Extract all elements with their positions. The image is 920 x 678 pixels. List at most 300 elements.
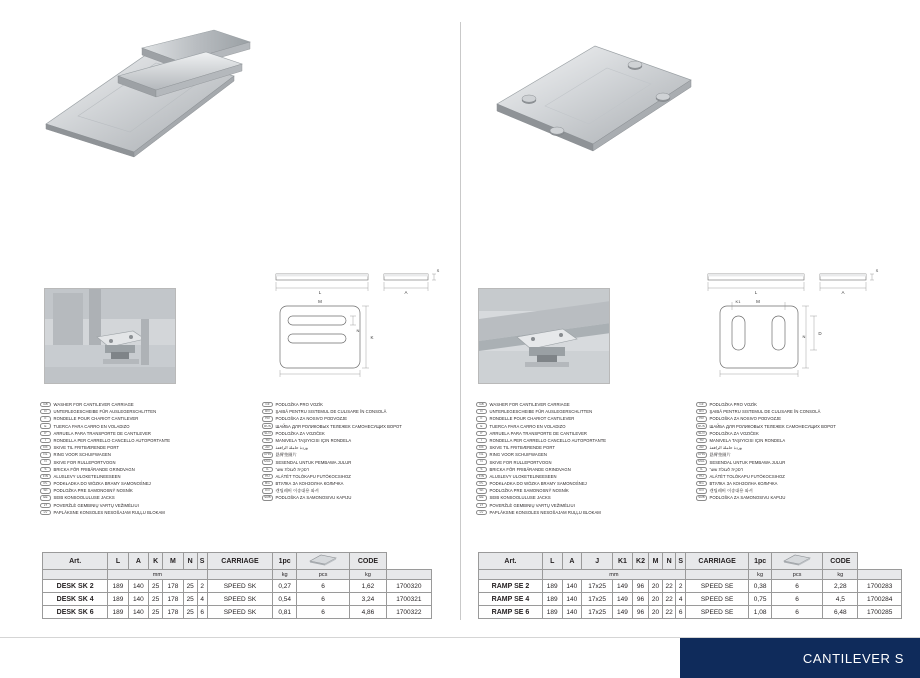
cell-value: SPEED SK [207, 593, 273, 606]
legend-country-code: CHN [698, 452, 706, 457]
legend-row [476, 487, 688, 494]
legend-row [696, 437, 906, 444]
legend-row [476, 401, 688, 408]
legend-country-code: LV [40, 510, 51, 515]
legend-column-2-right [696, 401, 906, 502]
cell-value: 20 [649, 593, 663, 606]
legend-country-code: DK [476, 445, 487, 450]
cell-value: 2 [197, 580, 207, 593]
legend-text: MANIVELA TAŞIYICISI IÇIN RONDELA [709, 437, 786, 443]
table-row [43, 593, 432, 606]
cell-value: 17x25 [582, 593, 613, 606]
legend-text: דסקית לעגלת שער [275, 466, 309, 472]
legend-text: ŞAIBĂ PENTRU SISTEMUL DE CULISARE ÎN CONSOLĂ [275, 409, 387, 415]
legend-country-code: LT [40, 503, 51, 508]
cell-value: 149 [613, 606, 633, 619]
cell-article: DESK SK 4 [43, 593, 108, 606]
cell-value: 0,27 [273, 580, 296, 593]
footer-bar [680, 638, 920, 678]
cell-value: 1700285 [858, 606, 902, 619]
legend-text: POVERŽLĖ GEMBINIŲ VARTŲ VEŽIMĖLIUI [489, 502, 575, 508]
table-head [479, 553, 902, 570]
legend-row [40, 451, 252, 458]
table-row [43, 580, 432, 593]
table-header-k1: K1 [613, 553, 633, 570]
legend-country-code: D [40, 409, 51, 414]
cell-value: 25 [183, 580, 197, 593]
legend-country-code: NL [476, 452, 487, 457]
legend-country-code: I [40, 438, 51, 443]
legend-country-code: HU [262, 474, 273, 479]
legend-row [262, 430, 462, 437]
table-header-code: CODE [823, 553, 858, 570]
svg-text:K1: K1 [735, 299, 741, 304]
legend-text: ШАЙБА ДЛЯ РОЛИКОВЫХ ТЕЛЕЖЕК САМОНЕСУЩИХ ВОРОТ [275, 423, 402, 429]
table-header-carriage: CARRIAGE [207, 553, 273, 570]
legend-country-code: KO [696, 488, 707, 493]
legend-country-code: PL [476, 481, 487, 486]
legend-country-code: MAL [262, 459, 273, 464]
legend-country-code: SLO [262, 431, 273, 436]
legend-text: ARRUELA PARA TRANSPORTE DE CANTILEVER [53, 430, 151, 436]
legend-country-code: N [476, 459, 487, 464]
cell-value: 4,86 [350, 606, 387, 619]
washer-icon [771, 553, 822, 570]
legend-row [476, 451, 688, 458]
svg-text:N: N [356, 328, 360, 333]
legend-text: BRICKA FÖR FRIBÄRANDE GRINDVAGN [489, 466, 571, 472]
hero-render-desk-sk [38, 28, 258, 158]
legend-row [262, 408, 462, 415]
table-header-j: J [582, 553, 613, 570]
legend-country-code: AR [262, 445, 273, 450]
table-header-carriage: CARRIAGE [685, 553, 748, 570]
cell-value: SPEED SK [207, 606, 273, 619]
table-body [479, 570, 902, 619]
table-header-n: N [183, 553, 197, 570]
legend-text: PODLOŠKA ZA NOSIVO PODVOZJE [709, 416, 782, 422]
legend-country-code: I [476, 438, 487, 443]
legend-row [476, 430, 688, 437]
cell-value: SPEED SE [685, 593, 748, 606]
legend-row [40, 502, 252, 509]
legend-country-code: F [476, 416, 487, 421]
legend-text: PAPLĀKSNE KONSOLES NESOŠAJAM RUĻĻU BLOKAM [489, 509, 601, 515]
cell-value: 2,28 [823, 580, 858, 593]
svg-text:A: A [404, 290, 408, 295]
legend-text: PODLOŽKA PRO VOZÍK [709, 402, 757, 407]
legend-country-code: HR [696, 416, 707, 421]
legend-text: 悬臂垫圈片 [275, 452, 297, 458]
legend-row [262, 494, 462, 501]
legend-country-code: S [40, 467, 51, 472]
legend-row [40, 415, 252, 422]
legend-text: وردة حاملة الرافعة [709, 445, 742, 451]
cell-value: 1,62 [350, 580, 387, 593]
cell-value: 1,08 [749, 606, 772, 619]
legend-country-code: MAL [696, 459, 707, 464]
unit-cell: kg [273, 570, 296, 580]
cell-value: 22 [662, 580, 676, 593]
legend-row [262, 459, 462, 466]
legend-row [262, 451, 462, 458]
legend-country-code: N [40, 459, 51, 464]
svg-text:S: S [875, 268, 879, 273]
legend-country-code: F [40, 416, 51, 421]
cell-value: SPEED SE [685, 580, 748, 593]
cell-value: 149 [613, 593, 633, 606]
cell-value: 22 [662, 606, 676, 619]
unit-cell [479, 570, 543, 580]
cell-value: 22 [662, 593, 676, 606]
spec-table-desk-sk [42, 552, 432, 619]
legend-country-code: CHN [264, 452, 272, 457]
cell-value: 6 [676, 606, 685, 619]
legend-country-code: EE [40, 495, 51, 500]
table-header-art-: Art. [43, 553, 108, 570]
table-body [43, 570, 432, 619]
cell-value: 3,24 [350, 593, 387, 606]
unit-cell: mm [542, 570, 685, 580]
legend-row [40, 423, 252, 430]
unit-cell: kg [749, 570, 772, 580]
legend-text: وردة حاملة الرافعة [275, 445, 308, 451]
drawing-side-desk-sk [260, 258, 440, 298]
drawing-top-desk-sk [272, 298, 376, 380]
legend-country-code: TR [696, 438, 707, 443]
cell-value: 96 [632, 580, 648, 593]
table-header-code: CODE [350, 553, 387, 570]
legend-row [262, 423, 462, 430]
unit-cell [858, 570, 902, 580]
legend-text: 悬臂垫圈片 [709, 452, 731, 458]
table-header-m: M [163, 553, 183, 570]
legend-country-code: SLO [696, 431, 707, 436]
legend-row [696, 451, 906, 458]
cell-value: 140 [562, 593, 582, 606]
table-header-n: N [662, 553, 676, 570]
legend-country-code: P [476, 431, 487, 436]
unit-cell: mm [108, 570, 207, 580]
legend-country-code: RUS [262, 423, 273, 428]
legend-country-code: KO [262, 488, 273, 493]
legend-row [40, 430, 252, 437]
table-row [479, 606, 902, 619]
cell-article: RAMP SE 6 [479, 606, 543, 619]
legend-text: SKIVE FOR RULLEPORTVOGN [53, 459, 116, 465]
legend-text: POVERŽLĖ GEMBINIŲ VARTŲ VEŽIMĖLIUI [53, 502, 139, 508]
cell-value: 178 [163, 593, 183, 606]
legend-country-code: FIN [40, 474, 51, 479]
cell-value: 189 [542, 593, 562, 606]
legend-country-code: IL [262, 467, 273, 472]
legend-row [696, 480, 906, 487]
legend-row [696, 494, 906, 501]
unit-cell [685, 570, 748, 580]
cell-value: 6 [296, 593, 349, 606]
cell-value: 189 [542, 606, 562, 619]
legend-text: MANIVELA TAŞIYICISI IÇIN RONDELA [275, 437, 352, 443]
svg-text:L: L [318, 290, 322, 295]
legend-text: SEIB KONSOOLULUSE JACKS [53, 495, 115, 501]
legend-text: PODKŁADKA DO WÓZKA BRAMY SAMONOŚNEJ [53, 481, 151, 487]
legend-text: ALUSLEVY ULOKETELINEESEEN [489, 473, 557, 479]
legend-country-code: GB [40, 402, 51, 407]
legend-country-code: SK [476, 488, 487, 493]
legend-row [40, 444, 252, 451]
table-row [479, 593, 902, 606]
table-header-l: L [542, 553, 562, 570]
legend-text: PODLOŠKA ZA NOSIVO PODVOZJE [275, 416, 348, 422]
legend-row [262, 480, 462, 487]
legend-text: SKIVE TIL FRITBÆRENDE PORT [53, 445, 119, 451]
legend-row [40, 401, 252, 408]
table-header-k2: K2 [632, 553, 648, 570]
cell-value: 140 [128, 606, 148, 619]
legend-text: דסקית לעגלת שער [709, 466, 743, 472]
unit-cell [207, 570, 273, 580]
cell-value: 140 [562, 580, 582, 593]
legend-country-code: HU [696, 474, 707, 479]
unit-cell: pcs [771, 570, 822, 580]
legend-text: PODLOŽKA PRE SAMONOSNÝ NOSNÍK [489, 488, 569, 494]
legend-text: UNTERLEGESCHEIBE FÜR AUSLEGERSCHLITTEN [489, 409, 593, 415]
legend-row [476, 502, 688, 509]
legend-country-code: HR [262, 416, 273, 421]
legend-country-code: SRB [262, 495, 273, 500]
legend-text: SESENDAL UNTUK PEMBAWA JULUR [275, 459, 352, 465]
cell-value: 4 [676, 593, 685, 606]
table-head [43, 553, 432, 570]
cell-value: 4 [197, 593, 207, 606]
cell-value: 25 [149, 580, 163, 593]
legend-text: ARRUELA PARA TRANSPORTE DE CANTILEVER [489, 430, 587, 436]
table-header-k: K [149, 553, 163, 570]
legend-country-code: E [40, 423, 51, 428]
cell-value: 25 [183, 606, 197, 619]
legend-country-code: IL [696, 467, 707, 472]
cell-value: 140 [128, 580, 148, 593]
legend-row [262, 437, 462, 444]
cell-value: 6 [771, 593, 822, 606]
table-header-1pc: 1pc [749, 553, 772, 570]
legend-text: RING VOOR SCHUIFWAGEN [489, 452, 547, 458]
legend-row [696, 473, 906, 480]
legend-country-code: DK [40, 445, 51, 450]
table-row [479, 580, 902, 593]
legend-row [476, 466, 688, 473]
legend-text: BRICKA FÖR FRIBÄRANDE GRINDVAGN [53, 466, 135, 472]
legend-country-code: LV [476, 510, 487, 515]
legend-row [696, 444, 906, 451]
cell-value: 17x25 [582, 580, 613, 593]
svg-text:M: M [318, 299, 322, 304]
table-header-s: S [197, 553, 207, 570]
legend-row [262, 487, 462, 494]
svg-text:K: K [370, 335, 374, 340]
cell-value: 6,48 [823, 606, 858, 619]
legend-row [476, 415, 688, 422]
cell-value: 178 [163, 606, 183, 619]
legend-text: SKIVE TIL FRITBÆRENDE PORT [489, 445, 555, 451]
legend-country-code: BG [696, 481, 707, 486]
legend-text: PAPLĀKSNE KONSOLES NESOŠAJAM RUĻĻU BLOKAM [53, 509, 165, 515]
table-header-m: M [649, 553, 663, 570]
legend-text: PODLOŽKA PRE SAMONOSNÝ NOSNÍK [53, 488, 133, 494]
legend-row [262, 466, 462, 473]
legend-country-code: PL [40, 481, 51, 486]
legend-country-code: EE [476, 495, 487, 500]
legend-row [40, 509, 252, 516]
legend-country-code: E [476, 423, 487, 428]
cell-value: 140 [128, 593, 148, 606]
legend-text: WASHER FOR CANTILEVER CARRIAGE [53, 402, 134, 407]
legend-country-code: CZ [262, 402, 273, 407]
unit-cell [43, 570, 108, 580]
legend-text: ВТУЛКА ЗА КОНЗОЛНА КОЛИЧКА [709, 481, 778, 487]
legend-text: RING VOOR SCHUIFWAGEN [53, 452, 111, 458]
legend-row [40, 459, 252, 466]
footer-title: CANTILEVER S [802, 650, 904, 666]
cell-value: SPEED SK [207, 580, 273, 593]
cell-value: 6 [771, 606, 822, 619]
cell-value: 0,81 [273, 606, 296, 619]
cell-value: 6 [771, 580, 822, 593]
cell-value: 1700284 [858, 593, 902, 606]
legend-row [40, 473, 252, 480]
cell-value: 96 [632, 606, 648, 619]
cell-value: 25 [149, 593, 163, 606]
cell-value: 25 [149, 606, 163, 619]
legend-row [476, 459, 688, 466]
table-header-1pc: 1pc [273, 553, 296, 570]
cell-value: 6 [197, 606, 207, 619]
svg-text:D: D [818, 331, 822, 336]
cell-value: 20 [649, 606, 663, 619]
svg-text:L: L [754, 290, 758, 295]
cell-value: 0,38 [749, 580, 772, 593]
unit-cell [386, 570, 431, 580]
legend-row [476, 408, 688, 415]
legend-country-code: NL [40, 452, 51, 457]
legend-text: TUERCA PARA CARRO EN VOLADIZO [53, 423, 130, 429]
legend-text: ŞAIBĂ PENTRU SISTEMUL DE CULISARE ÎN CONSOLĂ [709, 409, 821, 415]
cell-value: 1700283 [858, 580, 902, 593]
legend-text: SKIVE FOR RULLEPORTVOGN [489, 459, 552, 465]
legend-country-code: FIN [476, 474, 487, 479]
table-header-art-: Art. [479, 553, 543, 570]
legend-country-code: TR [262, 438, 273, 443]
legend-row [696, 459, 906, 466]
cell-value: 96 [632, 593, 648, 606]
cell-article: RAMP SE 4 [479, 593, 543, 606]
photo-desk-sk [44, 288, 176, 384]
legend-text: ALUSLEVY ULOKETELINEESEEN [53, 473, 121, 479]
cell-value: 0,54 [273, 593, 296, 606]
legend-row [476, 480, 688, 487]
legend-row [696, 466, 906, 473]
legend-column-2-left [262, 401, 462, 502]
legend-row [696, 423, 906, 430]
legend-text: TUERCA PARA CARRO EN VOLADIZO [489, 423, 566, 429]
legend-row [476, 437, 688, 444]
legend-country-code: LT [476, 503, 487, 508]
legend-country-code: BG [262, 481, 273, 486]
legend-row [262, 473, 462, 480]
svg-text:N: N [802, 334, 806, 339]
cell-value: 17x25 [582, 606, 613, 619]
washer-icon [296, 553, 349, 570]
table-units-row [43, 570, 432, 580]
table-header-a: A [562, 553, 582, 570]
legend-country-code: SK [40, 488, 51, 493]
cell-value: SPEED SE [685, 606, 748, 619]
legend-text: PODLOŠKA ZA SAMONOSIVU KAPIJU [275, 495, 352, 501]
legend-text: RONDELLE POUR CHARIOT CANTILEVER [489, 416, 575, 422]
legend-text: PODLOŽKA PRO VOZÍK [275, 402, 323, 407]
legend-row [40, 408, 252, 415]
cell-value: 140 [562, 606, 582, 619]
drawing-side-ramp-se [692, 258, 882, 298]
table-units-row [479, 570, 902, 580]
svg-text:A: A [841, 290, 845, 295]
unit-cell: kg [350, 570, 387, 580]
legend-row [476, 473, 688, 480]
legend-row [40, 466, 252, 473]
legend-row [476, 494, 688, 501]
legend-country-code: RO [262, 409, 273, 414]
legend-text: ШАЙБА ДЛЯ РОЛИКОВЫХ ТЕЛЕЖЕК САМОНЕСУЩИХ ВОРОТ [709, 423, 836, 429]
legend-row [696, 415, 906, 422]
legend-row [696, 430, 906, 437]
legend-text: PODLOŽKA ZA VOZIČEK [709, 430, 759, 436]
legend-text: 캔틸레버 이송대용 와셔 [709, 488, 753, 494]
cell-value: 189 [108, 593, 128, 606]
legend-country-code: RO [696, 409, 707, 414]
legend-column-1-left [40, 401, 252, 516]
legend-text: SEIB KONSOOLULUSE JACKS [489, 495, 551, 501]
unit-cell: kg [823, 570, 858, 580]
panel-ramp-se [460, 0, 920, 678]
legend-text: SESENDAL UNTUK PEMBAWA JULUR [709, 459, 786, 465]
legend-text: PODLOŽKA ZA VOZIČEK [275, 430, 325, 436]
legend-country-code: SRB [696, 495, 707, 500]
legend-text: RONDELLE POUR CHARIOT CANTILEVER [53, 416, 139, 422]
svg-text:M: M [756, 299, 760, 304]
legend-text: 캔틸레버 이송대용 와셔 [275, 488, 319, 494]
legend-country-code: D [476, 409, 487, 414]
legend-row [476, 509, 688, 516]
legend-row [696, 408, 906, 415]
legend-row [262, 415, 462, 422]
legend-text: WASHER FOR CANTILEVER CARRIAGE [489, 402, 570, 407]
cell-value: 6 [296, 606, 349, 619]
cell-value: 1700320 [386, 580, 431, 593]
legend-text: UNTERLEGESCHEIBE FÜR AUSLEGERSCHLITTEN [53, 409, 157, 415]
legend-column-1-right [476, 401, 688, 516]
cell-article: RAMP SE 2 [479, 580, 543, 593]
legend-text: PODKŁADKA DO WÓZKA BRAMY SAMONOŚNEJ [489, 481, 587, 487]
legend-row [40, 487, 252, 494]
spec-table-ramp-se [478, 552, 902, 619]
drawing-top-ramp-se [708, 298, 824, 380]
legend-row [262, 444, 462, 451]
legend-row [262, 401, 462, 408]
hero-render-ramp-se [485, 28, 705, 158]
legend-country-code: AR [696, 445, 707, 450]
table-row [43, 606, 432, 619]
legend-row [476, 423, 688, 430]
